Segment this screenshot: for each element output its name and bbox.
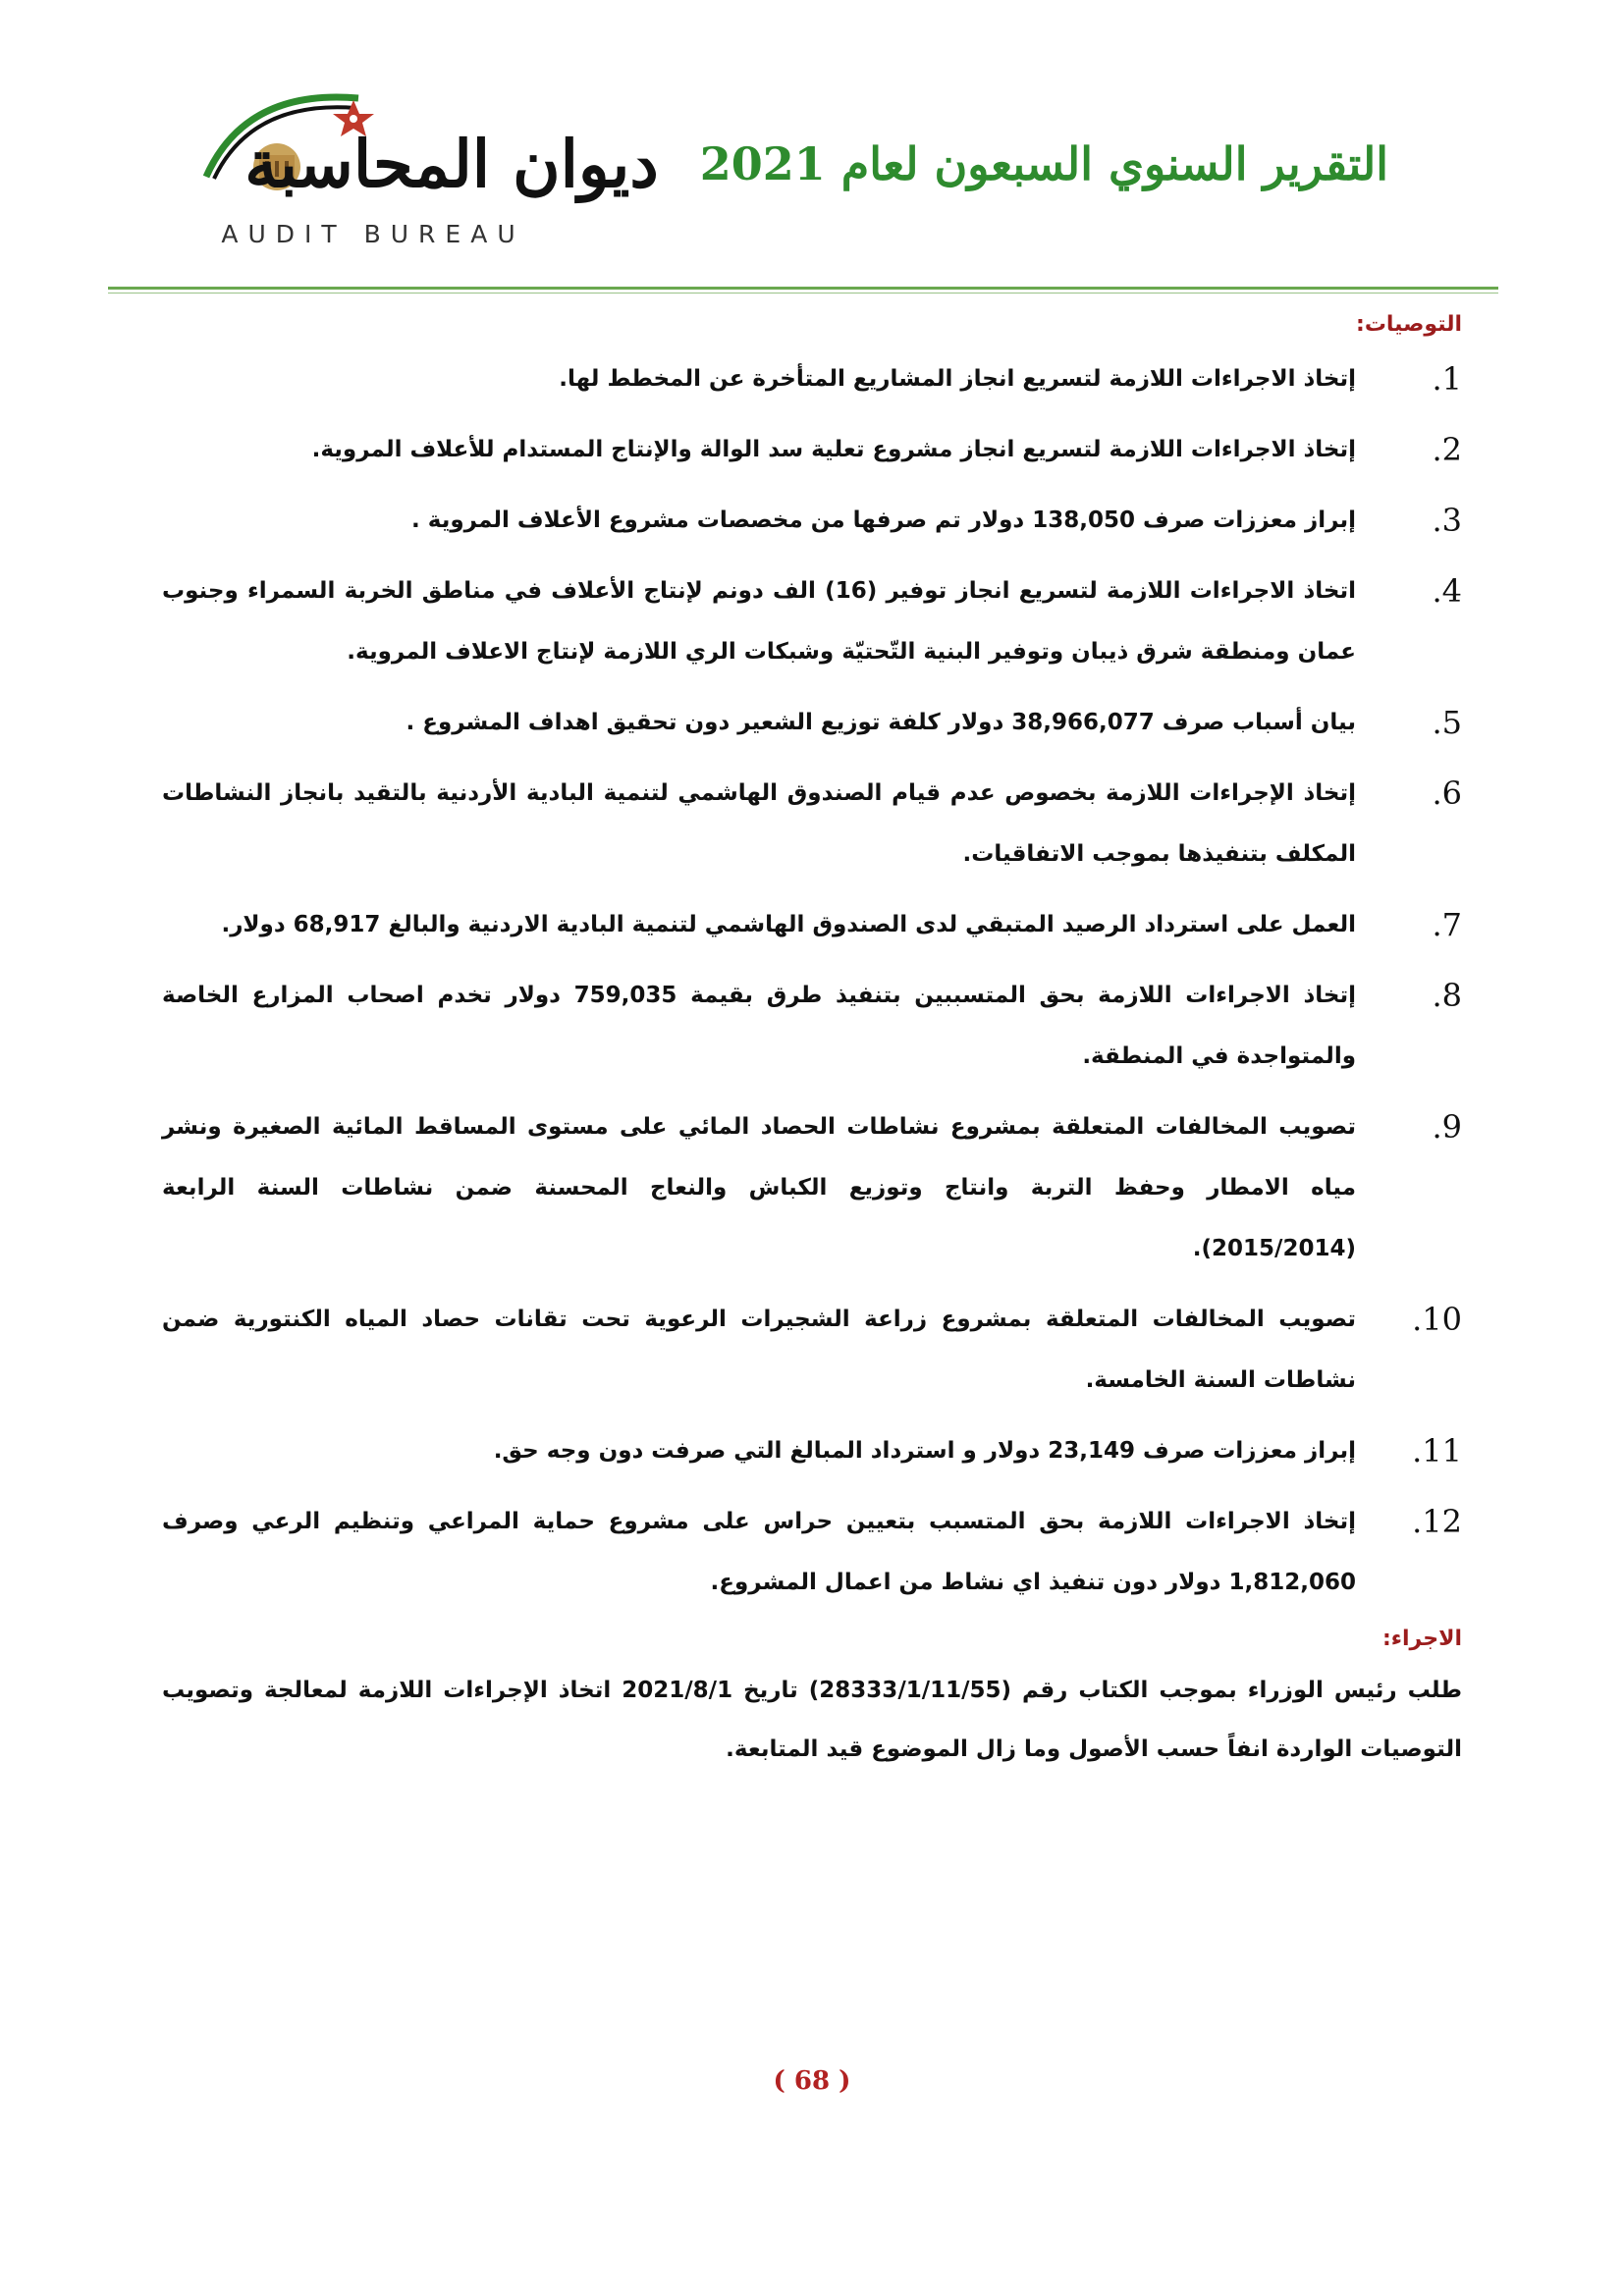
item-text: العمل على استرداد الرصيد المتبقي لدى الصندوق الهاشمي لتنمية البادية الاردنية والبالغ 68,917 دولار. [221, 912, 1356, 937]
report-title: التقرير السنوي السبعون لعام 2021 [699, 137, 1388, 190]
recommendations-title: التوصيات: [1356, 312, 1462, 337]
item-number: 7. [1432, 906, 1462, 943]
recommendation-item [162, 894, 1462, 955]
header-rule-thin [108, 293, 1498, 294]
item-text: تصويب المخالفات المتعلقة بمشروع زراعة الشجيرات الرعوية تحت تقانات حصاد المياه الكنتورية ضمن نشاطات السنة الخامسة. [162, 1307, 1356, 1393]
item-text: تصويب المخالفات المتعلقة بمشروع نشاطات الحصاد المائي على مستوى المساقط المائية الصغيرة ونشر مياه الامطار وحفظ التربة وانتاج وتوزيع الكباش والنعاج المحسنة ضمن نشاطات السنة الرابعة (2015/2014). [162, 1114, 1356, 1261]
item-number: 6. [1432, 774, 1462, 812]
item-text: إبراز معززات صرف 138,050 دولار تم صرفها من مخصصات مشروع الأعلاف المروية . [411, 507, 1356, 533]
item-text: إتخاذ الاجراءات اللازمة بحق المتسبب بتعيين حراس على مشروع حماية المراعي وتنظيم الرعي وصرف 1,812,060 دولار دون تنفيذ اي نشاط من اعمال المشروع. [162, 1509, 1356, 1595]
action-text: طلب رئيس الوزراء بموجب الكتاب رقم (28333/1/11/55) تاريخ 2021/8/1 اتخاذ الإجراءات اللازمة لمعالجة وتصويب التوصيات الواردة انفاً حسب الأصول وما زال الموضوع قيد المتابعة. [162, 1678, 1462, 1762]
item-number: 5. [1432, 704, 1462, 741]
item-text: إتخاذ الاجراءات اللازمة لتسريع انجاز مشروع تعلية سد الوالة والإنتاج المستدام للأعلاف المروية. [311, 437, 1356, 462]
item-number: 9. [1432, 1108, 1462, 1146]
recommendation-item [162, 561, 1462, 682]
recommendation-item [162, 348, 1462, 409]
recommendation-item [162, 1420, 1462, 1481]
item-number: 4. [1432, 572, 1462, 610]
item-text: إتخاذ الاجراءات اللازمة بحق المتسببين بتنفيذ طرق بقيمة 759,035 دولار تخدم اصحاب المزارع الخاصة والمتواجدة في المنطقة. [162, 983, 1357, 1069]
item-number: 3. [1432, 502, 1462, 539]
item-number: 2. [1432, 431, 1462, 468]
logo-caption: AUDIT BUREAU [221, 220, 525, 248]
svg-text:ديوان المحاسبة: ديوان المحاسبة [244, 126, 659, 202]
recommendation-item [162, 1289, 1462, 1411]
item-text: إتخاذ الاجراءات اللازمة لتسريع انجاز المشاريع المتأخرة عن المخطط لها. [559, 366, 1356, 392]
item-number: 1. [1432, 360, 1462, 398]
item-text: اتخاذ الاجراءات اللازمة لتسريع انجاز توفير (16) الف دونم لإنتاج الأعلاف في مناطق الخربة السمراء وجنوب عمان ومنطقة شرق ذيبان وتوفير البنية التّحتيّة وشبكات الري اللازمة لإنتاج الاعلاف المروية. [162, 578, 1357, 665]
item-number: 12. [1412, 1503, 1462, 1540]
recommendation-item [162, 1491, 1462, 1613]
item-number: 11. [1412, 1432, 1462, 1469]
page-number: ( 68 ) [773, 2066, 851, 2096]
recommendation-item [162, 692, 1462, 753]
item-text: إتخاذ الإجراءات اللازمة بخصوص عدم قيام الصندوق الهاشمي لتنمية البادية الأردنية بالتقيد بانجاز النشاطات المكلف بتنفيذها بموجب الاتفاقيات. [162, 780, 1356, 867]
recommendation-item [162, 490, 1462, 551]
item-number: 10. [1412, 1301, 1462, 1338]
report-body [162, 312, 1462, 1779]
header-rule [108, 287, 1498, 290]
recommendation-item [162, 419, 1462, 480]
recommendations-list [162, 348, 1462, 1613]
item-text: إبراز معززات صرف 23,149 دولار و استرداد المبالغ التي صرفت دون وجه حق. [493, 1438, 1356, 1464]
item-text: بيان أسباب صرف 38,966,077 دولار كلفة توزيع الشعير دون تحقيق اهداف المشروع . [406, 710, 1356, 735]
recommendation-item [162, 1096, 1462, 1279]
recommendation-item [162, 965, 1462, 1087]
recommendation-item [162, 763, 1462, 884]
action-title: الاجراء: [1381, 1627, 1462, 1651]
item-number: 8. [1432, 977, 1462, 1014]
